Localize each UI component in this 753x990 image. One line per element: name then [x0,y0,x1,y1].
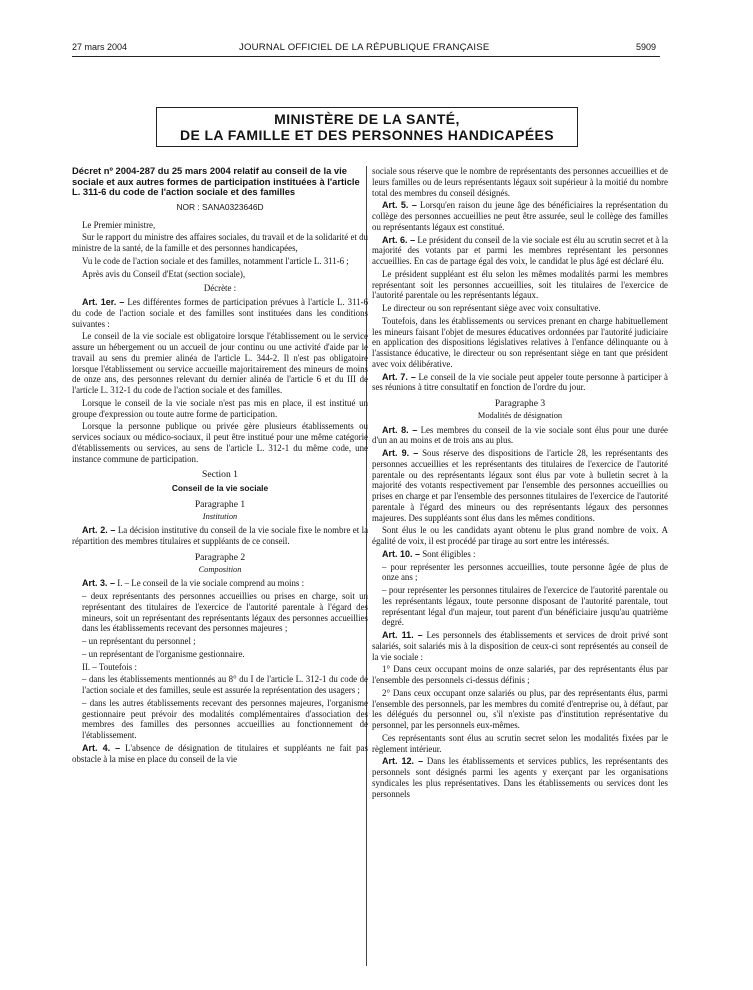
paragraph: sociale sous réserve que le nombre de représentants des personnes accueillies et de leurs familles ou de leurs représentants légaux soit supérieur à la moitié du nombre total des membres du conseil désignés. [372,166,668,198]
paragraph-subheading: Modalités de désignation [477,410,563,420]
paragraph: Lorsque la personne publique ou privée gère plusieurs établissements ou services sociaux ou médico-sociaux, il peut être institué pour une même catégorie d'établissements ou services, au sens de l'article L. 312-1 du même code, une instance commune de participation. [72,421,368,464]
article-3-list-2 [72,674,368,741]
article-2 [72,525,368,547]
article-text: Sont éligibles : [422,548,476,559]
list-item: – pour représenter les personnes accueillies, toute personne âgée de plus de onze ans ; [382,561,668,583]
article-text: Les membres du conseil de la vie sociale sont élus pour une durée d'un an au moins et de trois ans au plus. [372,424,668,446]
article-text: Le président du conseil de la vie sociale est élu au scrutin secret et à la majorité des votants par et parmi les membres représentant les personnes accueillies. En cas de partage égal des voix, le candidat le plus âgé est déclaré élu. [372,234,669,266]
list-item: 2° Dans ceux occupant onze salariés ou plus, par des représentants élus, parmi l'ensemble des personnels, par les membres du comité d'entreprise ou, à défaut, par les délégués du personnel ou, s'il n'existe pas d'institution représentative du personnel, par les personnels eux-mêmes. [372,687,668,730]
article-label: Art. 1er. – [82,297,125,308]
list-item: – dans les autres établissements recevant des personnes majeures, l'organisme gestionnaire peut prévoir des modalités complémentaires d'association des membres des familles des personnes accueillies au fonctionnement de l'établissement. [82,697,368,741]
article-text: Le conseil de la vie sociale peut appeler toute personne à participer à ses réunions à titre consultatif en fonction de l'ordre du jour. [372,371,668,393]
decree-nor: NOR : SANA0323646D [176,201,264,212]
article-10 [372,549,668,560]
article-text: Sous réserve des dispositions de l'article 28, les représentants des personnes accueillies et les représentants des titulaires de l'exercice de l'autorité parentale ou des représentants légaux sont élus par vote à bulletin secret à la majorité des votants respectivement par l'ensemble des personnes accueillies ou prises en charge et par l'ensemble des personnes titulaires de l'exercice de l'autorité parentale à l'égard des mineurs ou des représentants légaux des personnes majeures. Des suppléants sont élus dans les mêmes conditions. [372,448,669,523]
article-label: Art. 8. – [382,424,418,435]
article-7 [372,372,668,394]
paragraph: Toutefois, dans les établissements ou services prenant en charge habituellement les mineurs faisant l'objet de mesures éducatives ordonnées par l'autorité judiciaire en application des dispositions législatives relatives à l'enfance délinquante ou à l'assistance éducative, le directeur ou son représentant siège en tant que président avec voix délibérative. [372,315,668,369]
list-item: – un représentant de l'organisme gestionnaire. [82,648,245,659]
article-text: Les différentes formes de participation prévues à l'article L. 311-6 du code de l'action sociale et des familles sont instituées dans les conditions suivantes : [72,297,369,329]
article-12 [372,756,668,799]
list-item: – un représentant du personnel ; [82,636,196,647]
text-avis: Après avis du Conseil d'Etat (section sociale), [82,268,246,279]
header-journal-title: JOURNAL OFFICIEL DE LA RÉPUBLIQUE FRANÇAISE [239,42,490,53]
section-subheading: Conseil de la vie sociale [171,483,269,494]
paragraph: Sont élus le ou les candidats ayant obtenu le plus grand nombre de voix. A égalité de voix, il est procédé par tirage au sort entre les intéressés. [372,525,668,546]
article-text: Dans les établissements et services publics, les représentants des personnels sont désignés parmi les agents y exerçant par les organisations syndicales les plus représentatives. Dans les établissements ou services dont les personnels [372,756,668,799]
decree-title: Décret nº 2004-287 du 25 mars 2004 relatif au conseil de la vie sociale et aux autres formes de participation instituées à l'article L. 311-6 du code de l'action sociale et des familles [72,165,360,198]
paragraph-heading: Paragraphe 1 [194,498,246,510]
article-4 [72,743,368,765]
column-left [72,166,368,766]
paragraph: Le directeur ou son représentant siège avec voix consultative. [382,303,601,313]
article-label: Art. 9. – [382,448,419,458]
list-item: – deux représentants des personnes accueillies ou prises en charge, soit un représentant des titulaires de l'exercice de l'autorité parentale à l'égard des mineurs, soit un représentant des représentants légaux des personnes accueillies dans les établissements recevant des personnes majeures ; [82,591,368,634]
article-label: Art. 4. – [82,742,121,753]
list-item: – dans les établissements mentionnés au 8° du I de l'article L. 312-1 du code de l'action sociale et des familles, seule est assurée la représentation des usagers ; [82,674,368,696]
article-text: Les personnels des établissements et services de droit privé sont salariés, soit salariés mis à la disposition de ceux-ci sont représentés au conseil de la vie sociale : [372,630,668,662]
article-1 [72,297,368,329]
article-10-list [372,562,668,629]
article-3 [72,578,368,589]
article-text: Lorsqu'en raison du jeune âge des bénéficiaires la représentation du collège des personnes accueillies ne peut être assurée, seul le collège des familles ou représentants légaux est constitué. [372,200,668,232]
article-6 [372,235,668,267]
text-vu-code: Vu le code de l'action sociale et des familles, notamment l'article L. 311-6 ; [82,255,349,266]
text-decrete: Décrète : [203,283,237,294]
paragraph-heading: Paragraphe 3 [494,398,546,409]
article-3-list [72,591,368,660]
paragraph: Ces représentants sont élus au scrutin secret selon les modalités fixées par le règlement intérieur. [372,732,668,754]
list-item: – pour représenter les personnes titulaires de l'exercice de l'autorité parentale ou les représentants légaux, toute personne disposant de l'autorité parentale, tout représentant légal d'un majeur, tout parent d'un bénéficiaire jusqu'au quatrième degré. [382,585,668,628]
paragraph: Le président suppléant est élu selon les mêmes modalités parmi les membres représentant soit les personnes accueillies, soit les titulaires de l'exercice de l'autorité parentale ou les représentants légaux. [372,268,668,301]
header-rule [72,56,660,57]
paragraph: Le conseil de la vie sociale est obligatoire lorsque l'établissement ou le service assure un hébergement ou un accueil de jour continu ou une activité d'aide par le travail au sens du premier alinéa de l'article L. 344-2. Il n'est pas obligatoire lorsque l'établissement ou service accueille majoritairement des mineurs de moins de onze ans, des personnes relevant du dernier alinéa de l'article 6 et du III de l'article L. 312-1 du code de l'action sociale et des familles. [72,331,368,396]
article-text: I. – Le conseil de la vie sociale comprend au moins : [117,578,305,589]
article-label: Art. 7. – [382,371,416,382]
paragraph: II. – Toutefois : [82,661,137,672]
article-5 [372,200,668,232]
ministry-line-1: MINISTÈRE DE LA SANTÉ, [274,111,460,127]
article-text: L'absence de désignation de titulaires et suppléants ne fait pas obstacle à la mise en place du conseil de la vie [72,742,368,764]
header-date: 27 mars 2004 [72,42,128,52]
header-page-number: 5909 [636,42,657,52]
paragraph-subheading: Institution [202,511,238,521]
paragraph-subheading: Composition [198,564,242,574]
article-label: Art. 12. – [382,756,424,767]
ministry-line-2: DE LA FAMILLE ET DES PERSONNES HANDICAPÉES [179,127,555,143]
article-8 [372,425,668,447]
ministry-box [156,107,578,147]
text-rapport: Sur le rapport du ministre des affaires sociales, du travail et de la solidarité et du ministre de la santé, de la famille et des personnes handicapées, [72,232,368,254]
article-11 [372,630,668,662]
article-label: Art. 10. – [382,548,421,559]
article-9 [372,448,668,523]
paragraph-heading: Paragraphe 2 [194,551,246,563]
article-label: Art. 11. – [382,630,423,640]
column-right [372,166,668,801]
article-label: Art. 6. – [382,234,416,245]
section-heading: Section 1 [202,469,238,481]
list-item: 1° Dans ceux occupant moins de onze salariés, par des représentants élus par l'ensemble des personnels ci-dessus définis ; [372,664,668,685]
article-text: La décision institutive du conseil de la vie sociale fixe le nombre et la répartition des membres titulaires et suppléants de ce conseil. [72,525,369,547]
paragraph: Lorsque le conseil de la vie sociale n'est pas mis en place, il est institué un groupe d'expression ou toute autre forme de participation. [72,397,368,419]
article-label: Art. 3. – [82,578,116,589]
text-premier-ministre: Le Premier ministre, [82,219,156,230]
article-label: Art. 5. – [382,200,417,211]
article-label: Art. 2. – [82,525,116,536]
